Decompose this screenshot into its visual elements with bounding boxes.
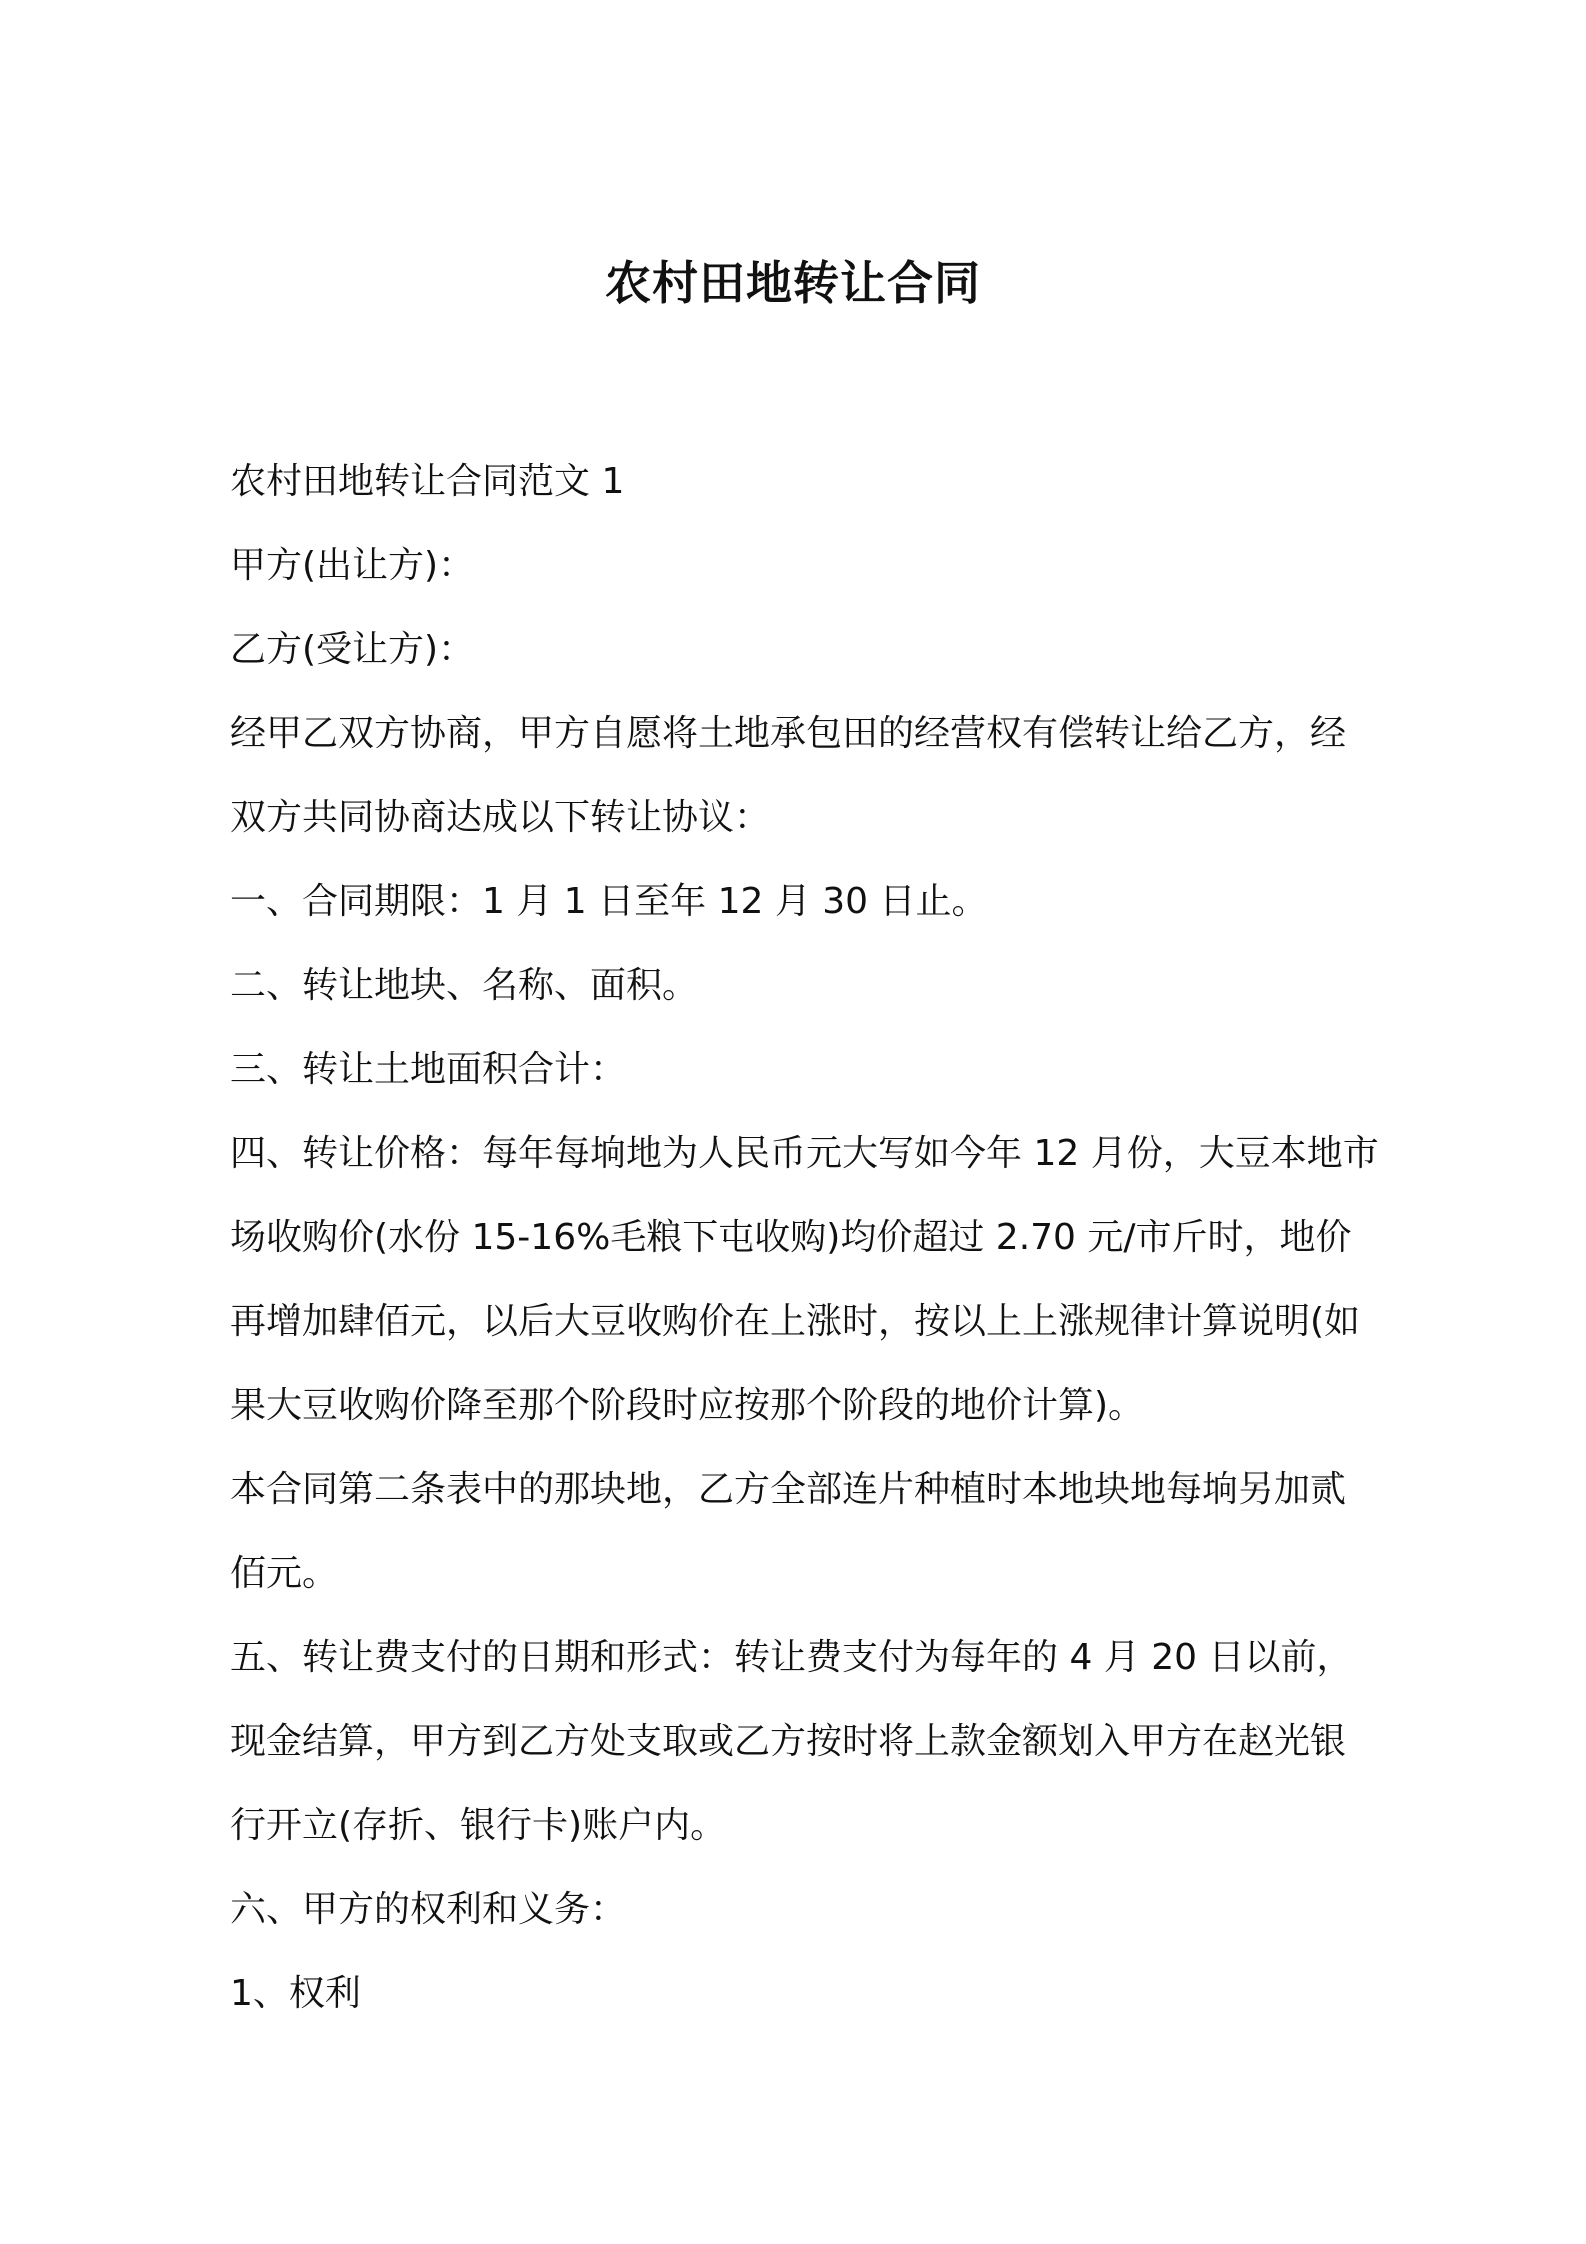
paragraph-preamble: 经甲乙双方协商，甲方自愿将土地承包田的经营权有偿转让给乙方，经双方共同协商达成以下转让协议： [230, 713, 1347, 838]
paragraph-party-a: 甲方(出让方)： [230, 545, 475, 586]
document-body [230, 440, 1380, 2036]
clause-5-payment: 五、转让费支付的日期和形式：转让费支付为每年的 4 月 20 日以前，现金结算，甲方到乙方处支取或乙方按时将上款金额划入甲方在赵光银行开立(存折、银行卡)账户内。 [230, 1637, 1353, 1846]
paragraph-party-b: 乙方(受让方)： [230, 629, 475, 670]
document-title: 农村田地转让合同 [605, 256, 981, 310]
clause-4-supplement: 本合同第二条表中的那块地，乙方全部连片种植时本地块地每垧另加贰佰元。 [230, 1469, 1347, 1594]
clause-6-party-a-rights: 六、甲方的权利和义务： [230, 1889, 627, 1930]
paragraph-sample-heading: 农村田地转让合同范文 1 [230, 461, 625, 502]
clause-6-item-1: 1、权利 [230, 1973, 361, 2014]
clause-1-term: 一、合同期限：1 月 1 日至年 12 月 30 日止。 [230, 881, 988, 922]
clause-3-area-total: 三、转让土地面积合计： [230, 1049, 627, 1090]
clause-2-plot: 二、转让地块、名称、面积。 [230, 965, 699, 1006]
clause-4-price: 四、转让价格：每年每垧地为人民币元大写如今年 12 月份，大豆本地市场收购价(水份 15-16%毛粮下屯收购)均价超过 2.70 元/市斤时，地价再增加肆佰元，以后大豆收购价在上涨时，按以上上涨规律计算说明(如果大豆收购价降至那个阶段时应按那个阶段的地价计算)。 [230, 1133, 1379, 1426]
